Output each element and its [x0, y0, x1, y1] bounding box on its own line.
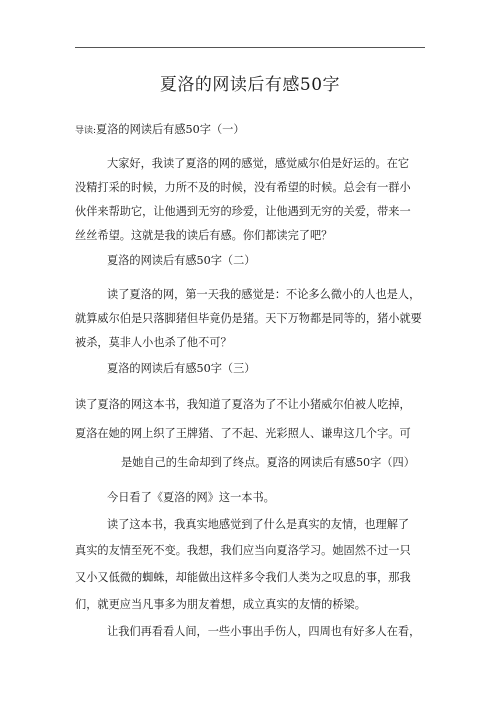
- paragraph-line: 今日看了《夏洛的网》这一本书。: [107, 491, 275, 504]
- paragraph-line: 让我们再看看人间，一些小事出手伤人，四周也有好多人在看，: [107, 625, 421, 638]
- paragraph-line: 就算威尔伯是只落脚猪但毕竟仍是猪。天下万物都是同等的，猪小就要: [75, 312, 422, 325]
- paragraph-line: 读了夏洛的网，第一天我的感觉是：不论多么微小的人也是人，: [107, 288, 421, 301]
- paragraph-line: 伙伴来帮助它，让他遇到无穷的珍爱，让他遇到无穷的关爱，带来一: [75, 205, 411, 218]
- paragraph-line: 被杀，莫非人小也杀了他不可？: [75, 336, 232, 349]
- lead-line: [75, 123, 245, 138]
- section-heading-2: 夏洛的网读后有感50字（二）: [107, 254, 256, 267]
- page-title: 夏洛的网读后有感50字: [159, 75, 341, 95]
- paragraph-line: 真实的友情至死不变。我想，我们应当向夏洛学习。她固然不过一只: [75, 544, 411, 557]
- header-rule: [75, 47, 425, 48]
- paragraph-line: 夏洛在她的网上织了王牌猪、了不起、光彩照人、谦卑这几个字。可: [75, 427, 411, 440]
- paragraph-line: 没精打采的时候，力所不及的时候，没有希望的时候。总会有一群小: [75, 181, 411, 194]
- paragraph-line: 读了这本书，我真实地感觉到了什么是真实的友情，也理解了: [107, 518, 410, 531]
- paragraph-line: 丝丝希望。这就是我的读后有感。你们都读完了吧？: [75, 229, 333, 242]
- section-heading-3: 夏洛的网读后有感50字（三）: [107, 362, 256, 375]
- lead-text: 夏洛的网读后有感50字（一）: [96, 123, 245, 136]
- paragraph-line: 又小又低微的蜘蛛，却能做出这样多令我们人类为之叹息的事，那我: [75, 571, 411, 584]
- paragraph-line: 们，就更应当凡事多为朋友着想，成立真实的友情的桥梁。: [75, 598, 366, 611]
- paragraph-line: 大家好，我读了夏洛的网的感觉，感觉威尔伯是好运的。在它: [107, 157, 410, 170]
- paragraph-line: 是她自己的生命却到了终点。夏洛的网读后有感50字（四）: [121, 456, 415, 469]
- paragraph-line: 读了夏洛的网这本书，我知道了夏洛为了不让小猪威尔伯被人吃掉，: [75, 398, 411, 411]
- lead-prefix: 导读:: [75, 126, 97, 136]
